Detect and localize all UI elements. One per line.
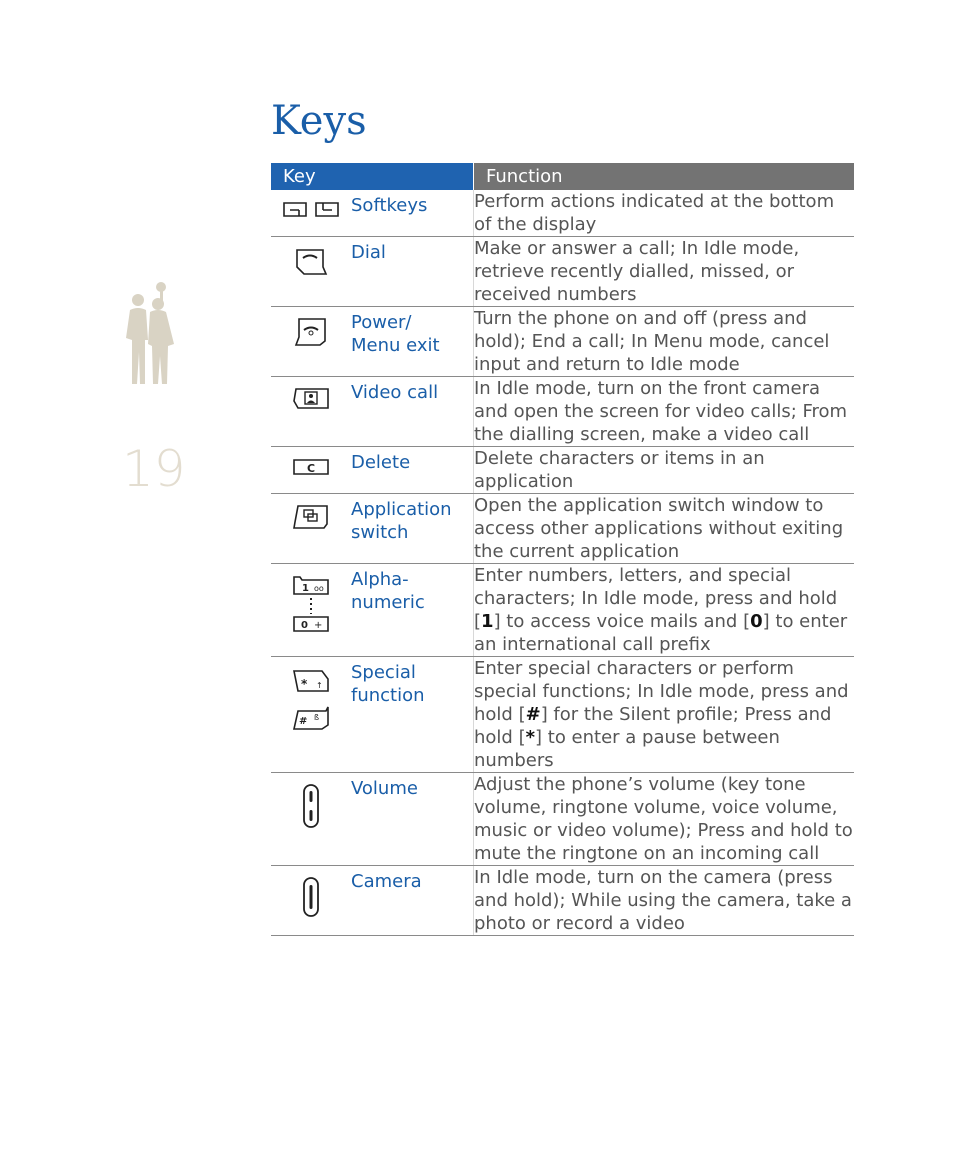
- key-name-line: Delete: [351, 452, 411, 473]
- key-name-line: function: [351, 685, 425, 706]
- function-description: Perform actions indicated at the bottom of the display: [474, 190, 855, 237]
- svg-text:oo: oo: [314, 584, 324, 593]
- svg-text:#: #: [299, 716, 308, 727]
- function-description: Enter special characters or perform special functions; In Idle mode, press and hold [#] for the Silent profile; Press and hold [*] to enter a pause between numbers: [474, 657, 855, 773]
- svg-text:0: 0: [301, 620, 308, 631]
- function-description: Enter numbers, letters, and special characters; In Idle mode, press and hold [1] to access voice mails and [0] to enter an international call prefix: [474, 564, 855, 657]
- key-name-line: switch: [351, 522, 409, 543]
- volume-key-icon: [271, 773, 351, 829]
- key-name-line: Special: [351, 662, 416, 683]
- table-row: [271, 773, 854, 866]
- key-name: [351, 190, 427, 225]
- svg-text:↑: ↑: [316, 681, 323, 690]
- table-row: [271, 494, 854, 564]
- function-description: Make or answer a call; In Idle mode, retrieve recently dialled, missed, or received numbers: [474, 237, 855, 307]
- key-name-line: numeric: [351, 592, 425, 613]
- table-header-row: [271, 163, 854, 190]
- key-name: [351, 377, 438, 412]
- key-cell: [271, 564, 474, 657]
- alphanumeric-keys-icon: [271, 564, 351, 634]
- function-description: Turn the phone on and off (press and hold); End a call; In Menu mode, cancel input and return to Idle mode: [474, 307, 855, 377]
- softkeys-icon: [271, 190, 351, 225]
- key-name-line: Application: [351, 499, 452, 520]
- key-name-line: Video call: [351, 382, 439, 403]
- page-title: Keys: [271, 98, 367, 144]
- table-row: [271, 564, 854, 657]
- key-name-line: Menu exit: [351, 335, 440, 356]
- table-row: [271, 237, 854, 307]
- svg-text:+: +: [314, 620, 323, 631]
- key-cell: [271, 237, 474, 307]
- special-function-keys-icon: [271, 657, 351, 731]
- key-cell: [271, 657, 474, 773]
- key-cell: [271, 190, 474, 237]
- dial-key-icon: [271, 237, 351, 277]
- table-row: [271, 377, 854, 447]
- key-name: [351, 564, 425, 634]
- key-cell: [271, 377, 474, 447]
- function-description: In Idle mode, turn on the front camera and open the screen for video calls; From the dialling screen, make a video call: [474, 377, 855, 447]
- table-row: [271, 190, 854, 237]
- svg-text:ß: ß: [314, 713, 320, 722]
- key-cell: [271, 447, 474, 494]
- function-description: Delete characters or items in an application: [474, 447, 855, 494]
- key-name: [351, 773, 418, 829]
- svg-text:C: C: [306, 462, 316, 475]
- key-name: [351, 447, 410, 482]
- svg-text:*: *: [301, 677, 308, 691]
- page-number: 19: [122, 440, 186, 498]
- key-name-line: Softkeys: [351, 195, 428, 216]
- function-description: Open the application switch window to access other applications without exiting the current application: [474, 494, 855, 564]
- delete-key-icon: [271, 447, 351, 482]
- power-key-icon: [271, 307, 351, 365]
- key-name-line: Dial: [351, 242, 386, 263]
- function-description: In Idle mode, turn on the camera (press and hold); While using the camera, take a photo or record a video: [474, 866, 855, 936]
- key-name-line: Power/: [351, 312, 412, 333]
- column-header-key: Key: [271, 163, 474, 190]
- key-name: [351, 866, 422, 918]
- keys-table: [271, 163, 854, 936]
- key-name: [351, 307, 440, 365]
- key-name-line: Camera: [351, 871, 422, 892]
- key-name: [351, 494, 452, 552]
- key-name-line: Volume: [351, 778, 418, 799]
- table-row: [271, 657, 854, 773]
- key-cell: [271, 307, 474, 377]
- key-name-line: Alpha-: [351, 569, 409, 590]
- svg-text:1: 1: [302, 583, 309, 594]
- family-silhouette-icon: [118, 280, 182, 388]
- table-row: [271, 866, 854, 936]
- key-name: [351, 657, 425, 731]
- table-row: [271, 447, 854, 494]
- camera-key-icon: [271, 866, 351, 918]
- application-switch-key-icon: [271, 494, 351, 552]
- key-cell: [271, 773, 474, 866]
- key-cell: [271, 866, 474, 936]
- table-row: [271, 307, 854, 377]
- column-header-function: Function: [474, 163, 855, 190]
- video-call-key-icon: [271, 377, 351, 412]
- key-cell: [271, 494, 474, 564]
- function-description: Adjust the phone’s volume (key tone volume, ringtone volume, voice volume, music or video volume); Press and hold to mute the ringtone on an incoming call: [474, 774, 853, 864]
- key-name: [351, 237, 386, 277]
